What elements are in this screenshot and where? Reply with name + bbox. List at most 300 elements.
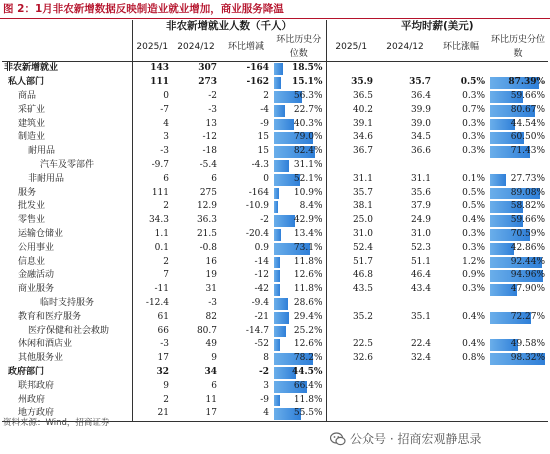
cell-wage-percentile [488, 187, 548, 201]
cell-wage-2025-1: 35.7 [352, 187, 373, 198]
cell-wage-2024-12 [376, 407, 434, 421]
cell-emp-percentile [272, 283, 326, 297]
table-row [2, 200, 548, 214]
cell-wage-percentile [488, 159, 548, 173]
row-label: 临时支持服务 [2, 297, 132, 311]
wage-percentile-value: 59.66% [510, 215, 546, 226]
cell-emp-2025-1: 9 [163, 380, 169, 391]
cell-wage-change: 0.1% [462, 173, 485, 184]
cell-wage-2024-12 [376, 62, 434, 76]
cell-emp-2025-1: 17 [157, 353, 169, 364]
table-row [2, 90, 548, 104]
wage-percentile-value: 27.73% [510, 173, 546, 184]
emp-percentile-value: 11.8% [293, 284, 323, 295]
cell-wage-percentile [488, 269, 548, 283]
table-row [2, 269, 548, 283]
row-label: 零售业 [2, 214, 132, 228]
cell-emp-percentile [272, 297, 326, 311]
cell-wage-change [434, 325, 488, 339]
cell-emp-change: -14.7 [245, 325, 269, 336]
row-label: 地方政府 [2, 407, 132, 421]
cell-emp-2024-12: 13 [205, 118, 217, 129]
cell-wage-change: 0.5% [462, 187, 485, 198]
cell-wage-percentile [488, 118, 548, 132]
cell-emp-2025-1: -7 [160, 104, 169, 115]
emp-percentile-value: 10.9% [293, 187, 323, 198]
cell-wage-2025-1 [326, 366, 376, 380]
cell-wage-change: 0.5% [460, 77, 485, 88]
row-label: 建筑业 [2, 118, 132, 132]
cell-emp-percentile [272, 394, 326, 408]
table-row [2, 256, 548, 270]
table-row [2, 118, 548, 132]
cell-emp-2024-12: 31 [205, 284, 217, 295]
cell-emp-percentile [272, 338, 326, 352]
col-header-wage-2024-12: 2024/12 [376, 34, 434, 62]
cell-emp-percentile [272, 200, 326, 214]
cell-emp-percentile [272, 325, 326, 339]
cell-emp-percentile [272, 242, 326, 256]
table-row [2, 283, 548, 297]
corner-cell [2, 20, 132, 34]
col-header-wage-percentile: 环比历史分位数 [488, 34, 548, 62]
cell-wage-2025-1 [326, 394, 376, 408]
cell-emp-change: -20.4 [245, 228, 269, 239]
cell-wage-2024-12: 35.7 [409, 77, 431, 88]
cell-emp-percentile [272, 76, 326, 90]
cell-emp-2024-12: 11 [205, 394, 217, 405]
emp-percentile-value: 11.8% [293, 394, 323, 405]
emp-percentile-value: 8.4% [299, 201, 323, 212]
row-label: 私人部门 [2, 76, 132, 90]
row-label: 批发业 [2, 200, 132, 214]
cell-wage-percentile [488, 90, 548, 104]
cell-emp-percentile [272, 159, 326, 173]
cell-emp-percentile [272, 187, 326, 201]
cell-emp-2025-1: -3 [160, 146, 169, 157]
row-label: 耐用品 [2, 145, 132, 159]
cell-wage-2025-1: 31.1 [352, 173, 373, 184]
cell-emp-2024-12: 307 [198, 63, 217, 74]
cell-wage-2025-1: 36.7 [352, 146, 373, 157]
cell-emp-percentile [272, 407, 326, 421]
emp-percentile-value: 55.5% [293, 408, 323, 419]
cell-emp-2025-1: 1.1 [154, 228, 169, 239]
cell-wage-2025-1 [326, 159, 376, 173]
row-label: 非农新增就业 [2, 62, 132, 76]
emp-percentile-value: 56.3% [293, 90, 323, 101]
cell-wage-2024-12: 46.4 [410, 270, 431, 281]
cell-emp-change: 2 [263, 90, 269, 101]
row-label: 其他服务业 [2, 352, 132, 366]
col-header-wage-2025-1: 2025/1 [326, 34, 376, 62]
cell-emp-2025-1: 2 [163, 394, 169, 405]
table-row [2, 297, 548, 311]
cell-emp-change: -12 [254, 270, 269, 281]
cell-wage-percentile [488, 407, 548, 421]
cell-wage-change: 0.8% [462, 353, 485, 364]
emp-percentile-value: 79.0% [293, 132, 323, 143]
cell-emp-2024-12: 6 [211, 173, 217, 184]
cell-emp-2025-1: 0 [163, 90, 169, 101]
cell-emp-2024-12: -12 [202, 132, 217, 143]
cell-emp-2024-12: -0.8 [199, 242, 217, 253]
wage-percentile-value: 42.86% [510, 242, 546, 253]
cell-emp-2024-12: 49 [205, 339, 217, 350]
wage-percentile-value: 58.82% [510, 201, 546, 212]
table-row [2, 173, 548, 187]
cell-wage-2024-12: 22.4 [410, 339, 431, 350]
emp-percentile-value: 13.4% [293, 228, 323, 239]
cell-wage-percentile [488, 325, 548, 339]
row-label: 非耐用品 [2, 173, 132, 187]
cell-emp-2025-1: 21 [132, 407, 172, 421]
cell-wage-2024-12: 36.6 [410, 146, 431, 157]
wechat-icon [330, 431, 346, 447]
cell-wage-percentile [488, 131, 548, 145]
cell-emp-2025-1: 111 [151, 187, 169, 198]
cell-emp-2025-1: -9.7 [151, 159, 169, 170]
watermark [330, 428, 545, 450]
cell-emp-2024-12: -3 [208, 297, 217, 308]
cell-wage-change: 0.5% [462, 201, 485, 212]
cell-emp-percentile [272, 380, 326, 394]
wage-percentile-value: 44.54% [510, 118, 546, 129]
emp-percentile-value: 29.4% [293, 311, 323, 322]
cell-wage-2025-1: 36.5 [352, 90, 373, 101]
cell-emp-2025-1: 0.1 [154, 242, 169, 253]
emp-percentile-value: 12.6% [293, 270, 323, 281]
cell-emp-percentile [272, 90, 326, 104]
cell-wage-change: 0.3% [462, 146, 485, 157]
cell-emp-change: 0 [263, 173, 269, 184]
emp-percentile-value: 28.6% [293, 297, 323, 308]
row-label: 商品 [2, 90, 132, 104]
cell-emp-change: 15 [257, 132, 269, 143]
cell-emp-2024-12: 36.3 [196, 215, 217, 226]
table-row [2, 311, 548, 325]
emp-percentile-value: 78.2% [293, 353, 323, 364]
cell-emp-change: -9 [260, 394, 269, 405]
cell-wage-2024-12: 39.0 [410, 118, 431, 129]
cell-wage-2025-1: 34.6 [352, 132, 373, 143]
row-label: 政府部门 [2, 366, 132, 380]
emp-percentile-value: 22.7% [293, 104, 323, 115]
cell-emp-percentile [272, 104, 326, 118]
cell-emp-2025-1: -12.4 [145, 297, 169, 308]
source-note: 资料来源：Wind，招商证券 [3, 418, 110, 428]
cell-wage-2025-1: 31.0 [352, 228, 373, 239]
cell-wage-2024-12: 37.9 [410, 201, 431, 212]
cell-emp-percentile [272, 256, 326, 270]
cell-emp-change: 8 [263, 353, 269, 364]
cell-emp-change: 15 [257, 146, 269, 157]
wage-percentile-value: 89.08% [510, 187, 546, 198]
cell-wage-percentile [488, 394, 548, 408]
cell-wage-2024-12: 24.9 [410, 215, 431, 226]
table-row [2, 366, 548, 380]
wage-percentile-value: 98.32% [510, 353, 546, 364]
cell-wage-percentile [488, 242, 548, 256]
cell-emp-change: -164 [248, 187, 269, 198]
row-label: 联邦政府 [2, 380, 132, 394]
cell-emp-percentile [272, 145, 326, 159]
table-row [2, 131, 548, 145]
row-label: 制造业 [2, 131, 132, 145]
wage-percentile-value: 94.96% [510, 270, 546, 281]
cell-emp-2025-1: -11 [154, 284, 169, 295]
cell-emp-2025-1: 34.3 [148, 215, 169, 226]
cell-emp-2025-1: 61 [157, 311, 169, 322]
cell-wage-2024-12: 31.0 [410, 228, 431, 239]
cell-emp-2024-12: 80.7 [196, 325, 217, 336]
cell-wage-change [434, 366, 488, 380]
emp-percentile-value: 73.1% [293, 242, 323, 253]
cell-wage-change [434, 407, 488, 421]
header-employment: 非农新增就业人数（千人） [132, 20, 326, 34]
cell-emp-percentile [272, 173, 326, 187]
cell-emp-2025-1: 66 [157, 325, 169, 336]
table-row [2, 145, 548, 159]
watermark-text: 公众号 · 招商宏观静思录 [350, 432, 482, 446]
col-header-emp-2024-12: 2024/12 [172, 34, 220, 62]
wage-percentile-value: 92.44% [510, 256, 546, 267]
cell-wage-2024-12: 36.4 [410, 90, 431, 101]
cell-wage-change: 0.3% [462, 132, 485, 143]
cell-wage-2025-1: 39.1 [352, 118, 373, 129]
cell-wage-percentile [488, 311, 548, 325]
cell-emp-change: -14 [254, 256, 269, 267]
cell-wage-change: 0.4% [462, 339, 485, 350]
cell-emp-2025-1: 143 [150, 63, 169, 74]
cell-wage-change: 0.9% [462, 270, 485, 281]
cell-wage-2024-12 [376, 380, 434, 394]
cell-wage-2024-12: 35.6 [410, 187, 431, 198]
col-header-emp-percentile: 环比历史分位数 [272, 34, 326, 62]
cell-emp-2024-12: 16 [205, 256, 217, 267]
cell-wage-change: 0.7% [462, 104, 485, 115]
cell-wage-percentile [488, 380, 548, 394]
row-label: 金融活动 [2, 269, 132, 283]
table-row [2, 352, 548, 366]
cell-emp-change: -4 [260, 104, 269, 115]
wage-percentile-value: 59.66% [510, 90, 546, 101]
cell-wage-change [434, 159, 488, 173]
cell-wage-2024-12: 31.1 [410, 173, 431, 184]
cell-wage-percentile [488, 338, 548, 352]
emp-percentile-value: 18.5% [292, 63, 323, 74]
table-row [2, 214, 548, 228]
cell-wage-percentile [488, 145, 548, 159]
cell-emp-change: -52 [254, 339, 269, 350]
cell-wage-change: 0.4% [462, 311, 485, 322]
cell-emp-change: 0.9 [254, 242, 269, 253]
cell-wage-change: 1.2% [462, 256, 485, 267]
row-label: 教育和医疗服务 [2, 311, 132, 325]
emp-percentile-value: 44.5% [292, 366, 323, 377]
cell-emp-change: -162 [246, 77, 269, 88]
table-row [2, 76, 548, 90]
cell-emp-change: -164 [246, 63, 269, 74]
table-row [2, 159, 548, 173]
cell-wage-2025-1: 40.2 [352, 104, 373, 115]
wage-percentile-value: 72.27% [510, 311, 546, 322]
row-label: 运输仓储业 [2, 228, 132, 242]
col-header-wage-change: 环比涨幅 [434, 34, 488, 62]
cell-emp-2025-1: 6 [163, 173, 169, 184]
cell-wage-2024-12: 34.5 [410, 132, 431, 143]
cell-wage-2025-1: 25.0 [352, 215, 373, 226]
cell-wage-change: 0.3% [462, 242, 485, 253]
emp-percentile-value: 12.6% [293, 339, 323, 350]
cell-wage-percentile [488, 283, 548, 297]
row-label: 州政府 [2, 394, 132, 408]
cell-emp-percentile [272, 311, 326, 325]
col-header-emp-change: 环比增减 [220, 34, 272, 62]
row-label: 信息业 [2, 256, 132, 270]
cell-wage-2025-1 [326, 380, 376, 394]
cell-wage-change [434, 62, 488, 76]
employment-wage-table [2, 20, 548, 422]
wage-percentile-value: 47.90% [510, 284, 546, 295]
cell-wage-2024-12: 32.4 [410, 353, 431, 364]
cell-emp-change: -2 [260, 215, 269, 226]
emp-percentile-value: 40.3% [293, 118, 323, 129]
cell-emp-change: -4.3 [251, 159, 269, 170]
cell-emp-2024-12: -3 [208, 104, 217, 115]
cell-wage-2024-12: 43.4 [410, 284, 431, 295]
cell-emp-2024-12: 275 [199, 187, 217, 198]
cell-wage-percentile [488, 297, 548, 311]
cell-wage-2024-12 [376, 325, 434, 339]
cell-emp-change: 3 [263, 380, 269, 391]
cell-wage-2024-12 [376, 159, 434, 173]
cell-emp-2024-12: -2 [208, 90, 217, 101]
row-label: 服务 [2, 187, 132, 201]
cell-wage-percentile [488, 173, 548, 187]
table-row [2, 380, 548, 394]
cell-wage-2024-12: 39.9 [410, 104, 431, 115]
emp-percentile-value: 11.8% [293, 256, 323, 267]
wage-percentile-value: 70.59% [510, 228, 546, 239]
row-label: 休闲和酒店业 [2, 338, 132, 352]
cell-wage-2024-12: 52.3 [410, 242, 431, 253]
cell-emp-2024-12: 273 [198, 77, 217, 88]
cell-emp-2024-12: 9 [211, 353, 217, 364]
cell-wage-percentile [488, 256, 548, 270]
cell-emp-percentile [272, 269, 326, 283]
row-label: 汽车及零部件 [2, 159, 132, 173]
cell-wage-2025-1: 51.7 [352, 256, 373, 267]
cell-emp-2024-12: 19 [205, 270, 217, 281]
cell-wage-2025-1: 38.1 [352, 201, 373, 212]
cell-wage-change: 0.3% [462, 90, 485, 101]
cell-emp-change: -9 [260, 118, 269, 129]
cell-wage-2025-1 [326, 407, 376, 421]
cell-wage-2025-1: 32.6 [352, 353, 373, 364]
cell-wage-2025-1: 22.5 [352, 339, 373, 350]
cell-emp-2024-12: 12.9 [196, 201, 217, 212]
emp-percentile-value: 82.4% [293, 146, 323, 157]
cell-wage-percentile [488, 228, 548, 242]
table-row [2, 325, 548, 339]
cell-wage-2025-1: 35.9 [351, 77, 373, 88]
cell-wage-percentile [488, 62, 548, 76]
cell-emp-2024-12: 34 [204, 366, 217, 377]
cell-wage-change [434, 297, 488, 311]
cell-emp-change: -42 [254, 284, 269, 295]
cell-wage-percentile [488, 200, 548, 214]
cell-emp-2025-1: -3 [160, 339, 169, 350]
wage-percentile-value: 49.58% [510, 339, 546, 350]
cell-wage-2024-12 [376, 366, 434, 380]
cell-emp-2024-12: -5.4 [199, 159, 217, 170]
wage-percentile-value: 80.67% [510, 104, 546, 115]
cell-emp-2024-12: 17 [172, 407, 220, 421]
cell-emp-2025-1: 3 [163, 132, 169, 143]
cell-wage-change: 0.3% [462, 284, 485, 295]
emp-percentile-value: 15.1% [292, 77, 323, 88]
table-row [2, 187, 548, 201]
cell-emp-percentile [272, 352, 326, 366]
cell-wage-percentile [488, 366, 548, 380]
emp-percentile-value: 66.4% [293, 380, 323, 391]
cell-emp-change: 4 [220, 407, 272, 421]
cell-emp-percentile [272, 62, 326, 76]
col-header-emp-2025-1: 2025/1 [132, 34, 172, 62]
cell-emp-2024-12: 21.5 [196, 228, 217, 239]
cell-wage-2024-12 [376, 297, 434, 311]
wage-percentile-value: 71.43% [510, 146, 546, 157]
table-row [2, 394, 548, 408]
cell-emp-percentile [272, 214, 326, 228]
cell-wage-2025-1 [326, 325, 376, 339]
cell-wage-2025-1: 35.2 [352, 311, 373, 322]
cell-wage-2025-1 [326, 297, 376, 311]
cell-emp-2025-1: 2 [163, 256, 169, 267]
cell-emp-change: -2 [259, 366, 269, 377]
cell-wage-percentile [488, 352, 548, 366]
cell-emp-2025-1: 32 [156, 366, 169, 377]
table-body [2, 62, 548, 422]
cell-emp-change: -9.4 [251, 297, 269, 308]
cell-emp-change: -21 [254, 311, 269, 322]
cell-wage-percentile [488, 104, 548, 118]
cell-wage-2025-1: 43.5 [352, 284, 373, 295]
cell-wage-2024-12 [376, 394, 434, 408]
cell-wage-2024-12: 35.1 [410, 311, 431, 322]
cell-wage-change: 0.3% [462, 118, 485, 129]
cell-wage-2025-1: 52.4 [352, 242, 373, 253]
table-row [2, 242, 548, 256]
cell-emp-2025-1: 2 [163, 201, 169, 212]
table-row [2, 62, 548, 76]
cell-emp-change: -10.9 [245, 201, 269, 212]
emp-percentile-value: 42.9% [293, 215, 323, 226]
cell-emp-percentile [272, 118, 326, 132]
cell-wage-change: 0.4% [462, 215, 485, 226]
cell-wage-2025-1 [326, 62, 376, 76]
cell-emp-percentile [272, 131, 326, 145]
wage-percentile-value: 60.50% [510, 132, 546, 143]
row-label: 医疗保健和社会救助 [2, 325, 132, 339]
cell-emp-2025-1: 111 [150, 77, 169, 88]
table-row [2, 104, 548, 118]
row-label: 采矿业 [2, 104, 132, 118]
row-label: 商业服务 [2, 283, 132, 297]
row-label: 公用事业 [2, 242, 132, 256]
emp-percentile-value: 52.1% [293, 173, 323, 184]
